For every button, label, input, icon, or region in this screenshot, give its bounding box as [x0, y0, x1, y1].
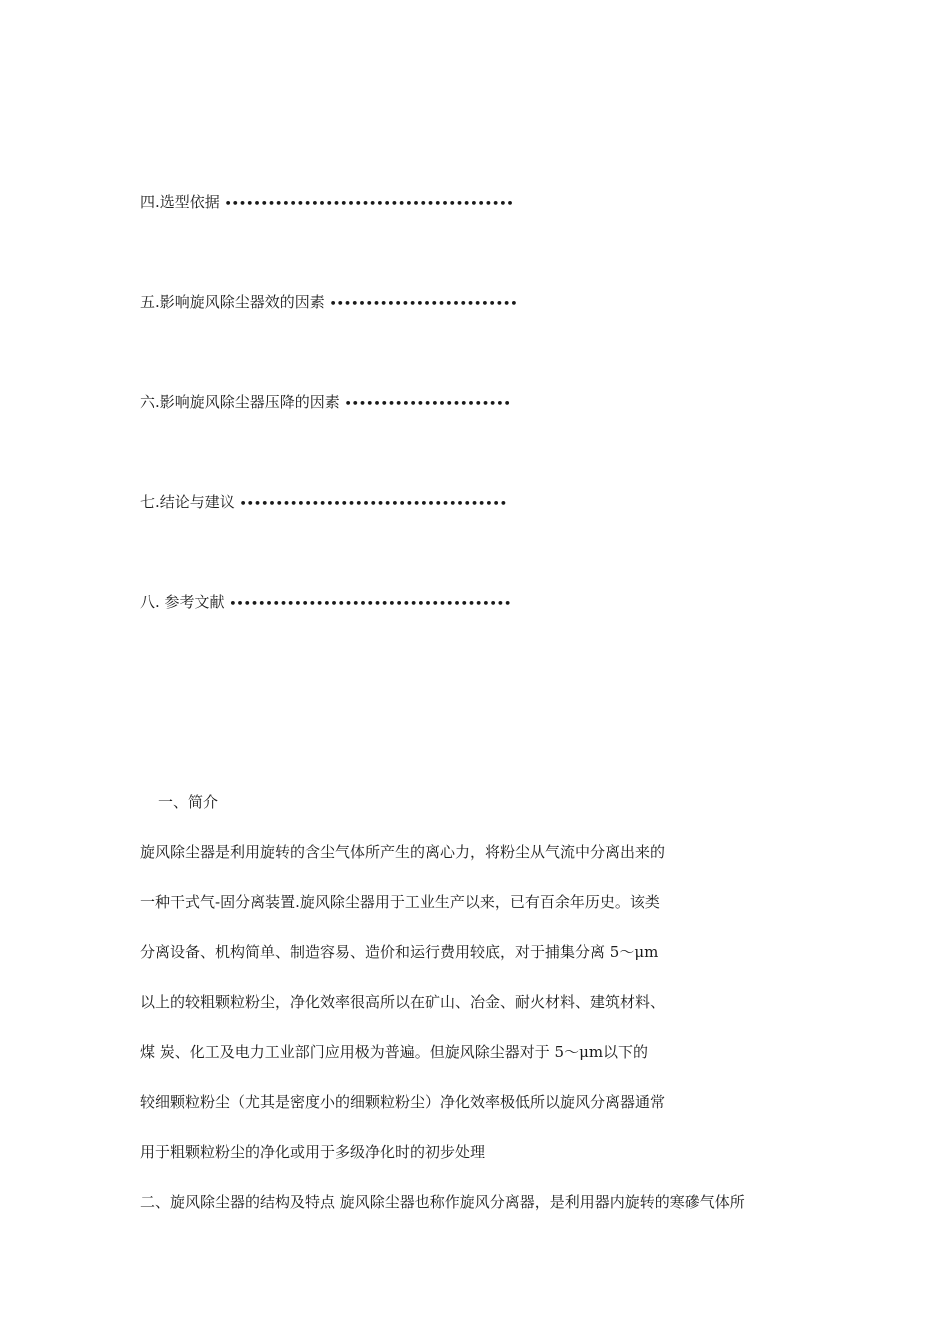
toc-item: [140, 292, 518, 314]
paragraph-line: 较细颗粒粉尘（尤其是密度小的细颗粒粉尘）净化效率极低所以旋风分离器通常: [140, 1093, 666, 1111]
paragraph-line: 分离设备、机构简单、制造容易、造价和运行费用较底，对于捕集分离 5～μm: [140, 943, 659, 961]
toc-leader-dots: ••••••••••••••••••••••••••••••••••••••••: [224, 197, 514, 210]
toc-leader-dots: •••••••••••••••••••••••: [344, 397, 511, 410]
toc-item: [140, 592, 511, 614]
toc-item: [140, 392, 511, 414]
toc-leader-dots: •••••••••••••••••••••••••••••••••••••: [239, 497, 508, 510]
paragraph-line: 二、旋风除尘器的结构及特点 旋风除尘器也称作旋风分离器，是利用器内旋转的寒磣气体所: [140, 1193, 745, 1211]
section-heading: 一、简介: [158, 793, 219, 811]
paragraph-line: 一种干式气-固分离装置.旋风除尘器用于工业生产以来，已有百余年历史。该类: [140, 893, 660, 911]
paragraph-line: 以上的较粗颗粒粉尘，净化效率很高所以在矿山、冶金、耐火材料、建筑材料、: [140, 993, 666, 1011]
toc-item-label: 四.选型依据: [140, 193, 220, 211]
toc-item-label: 八. 参考文献: [140, 593, 225, 611]
toc-item-label: 六.影响旋风除尘器压降的因素: [140, 393, 340, 411]
paragraph-line: 煤 炭、化工及电力工业部门应用极为普遍。但旋风除尘器对于 5～μm以下的: [140, 1043, 649, 1061]
paragraph-line: 用于粗颗粒粉尘的净化或用于多级净化时的初步处理: [140, 1143, 486, 1161]
toc-item-label: 五.影响旋风除尘器效的因素: [140, 293, 325, 311]
toc-item: [140, 492, 507, 514]
toc-item-label: 七.结论与建议: [140, 493, 235, 511]
toc-item: [140, 192, 514, 214]
paragraph-line: 旋风除尘器是利用旋转的含尘气体所产生的离心力，将粉尘从气流中分离出来的: [140, 843, 666, 861]
toc-leader-dots: ••••••••••••••••••••••••••: [329, 297, 518, 310]
toc-leader-dots: •••••••••••••••••••••••••••••••••••••••: [229, 597, 512, 610]
